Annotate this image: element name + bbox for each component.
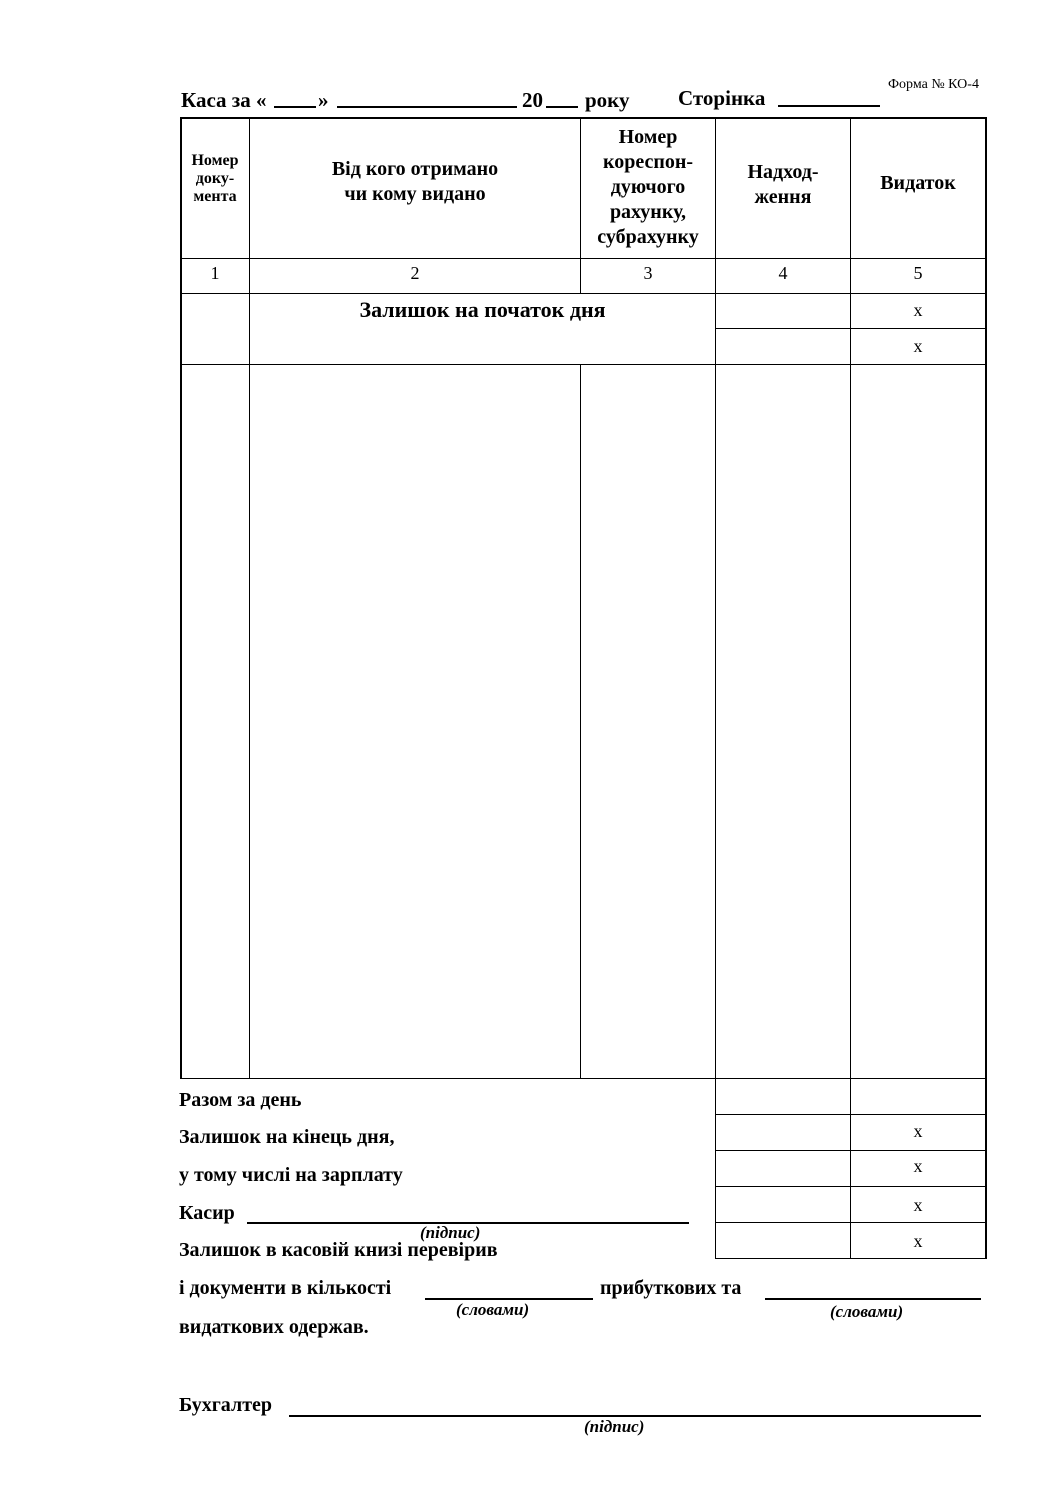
col-number-5: 5 (913, 263, 923, 283)
documents-qty-label: і документи в кількості (179, 1277, 392, 1299)
col-number-3: 3 (643, 263, 653, 283)
col-number-1: 1 (210, 263, 220, 283)
quote-close: » (318, 88, 329, 112)
header-from-whom: Від кого отримано чи кому видано (331, 158, 499, 205)
year-suffix: року (585, 88, 630, 112)
x-mark: x (913, 300, 923, 320)
checked-label: Залишок в касовій книзі перевірив (179, 1239, 498, 1261)
col-number-2: 2 (410, 263, 420, 283)
x-mark: x (913, 1231, 923, 1251)
cash-date-prefix: Каса за « (181, 88, 267, 112)
cashier-label: Касир (179, 1202, 235, 1224)
form-number: Форма № КО-4 (888, 77, 979, 92)
year-blank[interactable] (546, 106, 578, 108)
x-mark: x (913, 1195, 923, 1215)
month-blank[interactable] (337, 106, 517, 108)
outgoing-qty-blank[interactable] (765, 1298, 981, 1300)
incoming-and-label: прибуткових та (600, 1277, 742, 1299)
header-account: Номер кореспон- дуючого рахунку, субрахунку (597, 126, 699, 248)
header-expense: Видаток (880, 172, 956, 194)
header-income: Надход- ження (747, 161, 819, 208)
year-prefix: 20 (522, 88, 543, 112)
accountant-signature-hint: (підпис) (584, 1417, 645, 1436)
x-mark: x (913, 1156, 923, 1176)
col-number-4: 4 (778, 263, 788, 283)
page-label: Сторінка (678, 86, 766, 110)
salary-label: у тому числі на зарплату (179, 1164, 403, 1186)
outgoing-received-label: видаткових одержав. (179, 1316, 369, 1338)
accountant-label: Бухгалтер (179, 1394, 273, 1416)
opening-balance-label: Залишок на початок дня (359, 297, 606, 322)
in-words-hint: (словами) (456, 1300, 530, 1319)
day-blank[interactable] (274, 106, 316, 108)
x-mark: x (913, 1121, 923, 1141)
in-words-hint: (словами) (830, 1302, 904, 1321)
cashier-signature-hint: (підпис) (420, 1223, 481, 1242)
header-doc-number: Номер доку- мента (191, 152, 239, 205)
day-total-label: Разом за день (179, 1089, 302, 1111)
x-mark: x (913, 336, 923, 356)
page-number-blank[interactable] (778, 105, 880, 107)
closing-balance-label: Залишок на кінець дня, (179, 1126, 395, 1148)
